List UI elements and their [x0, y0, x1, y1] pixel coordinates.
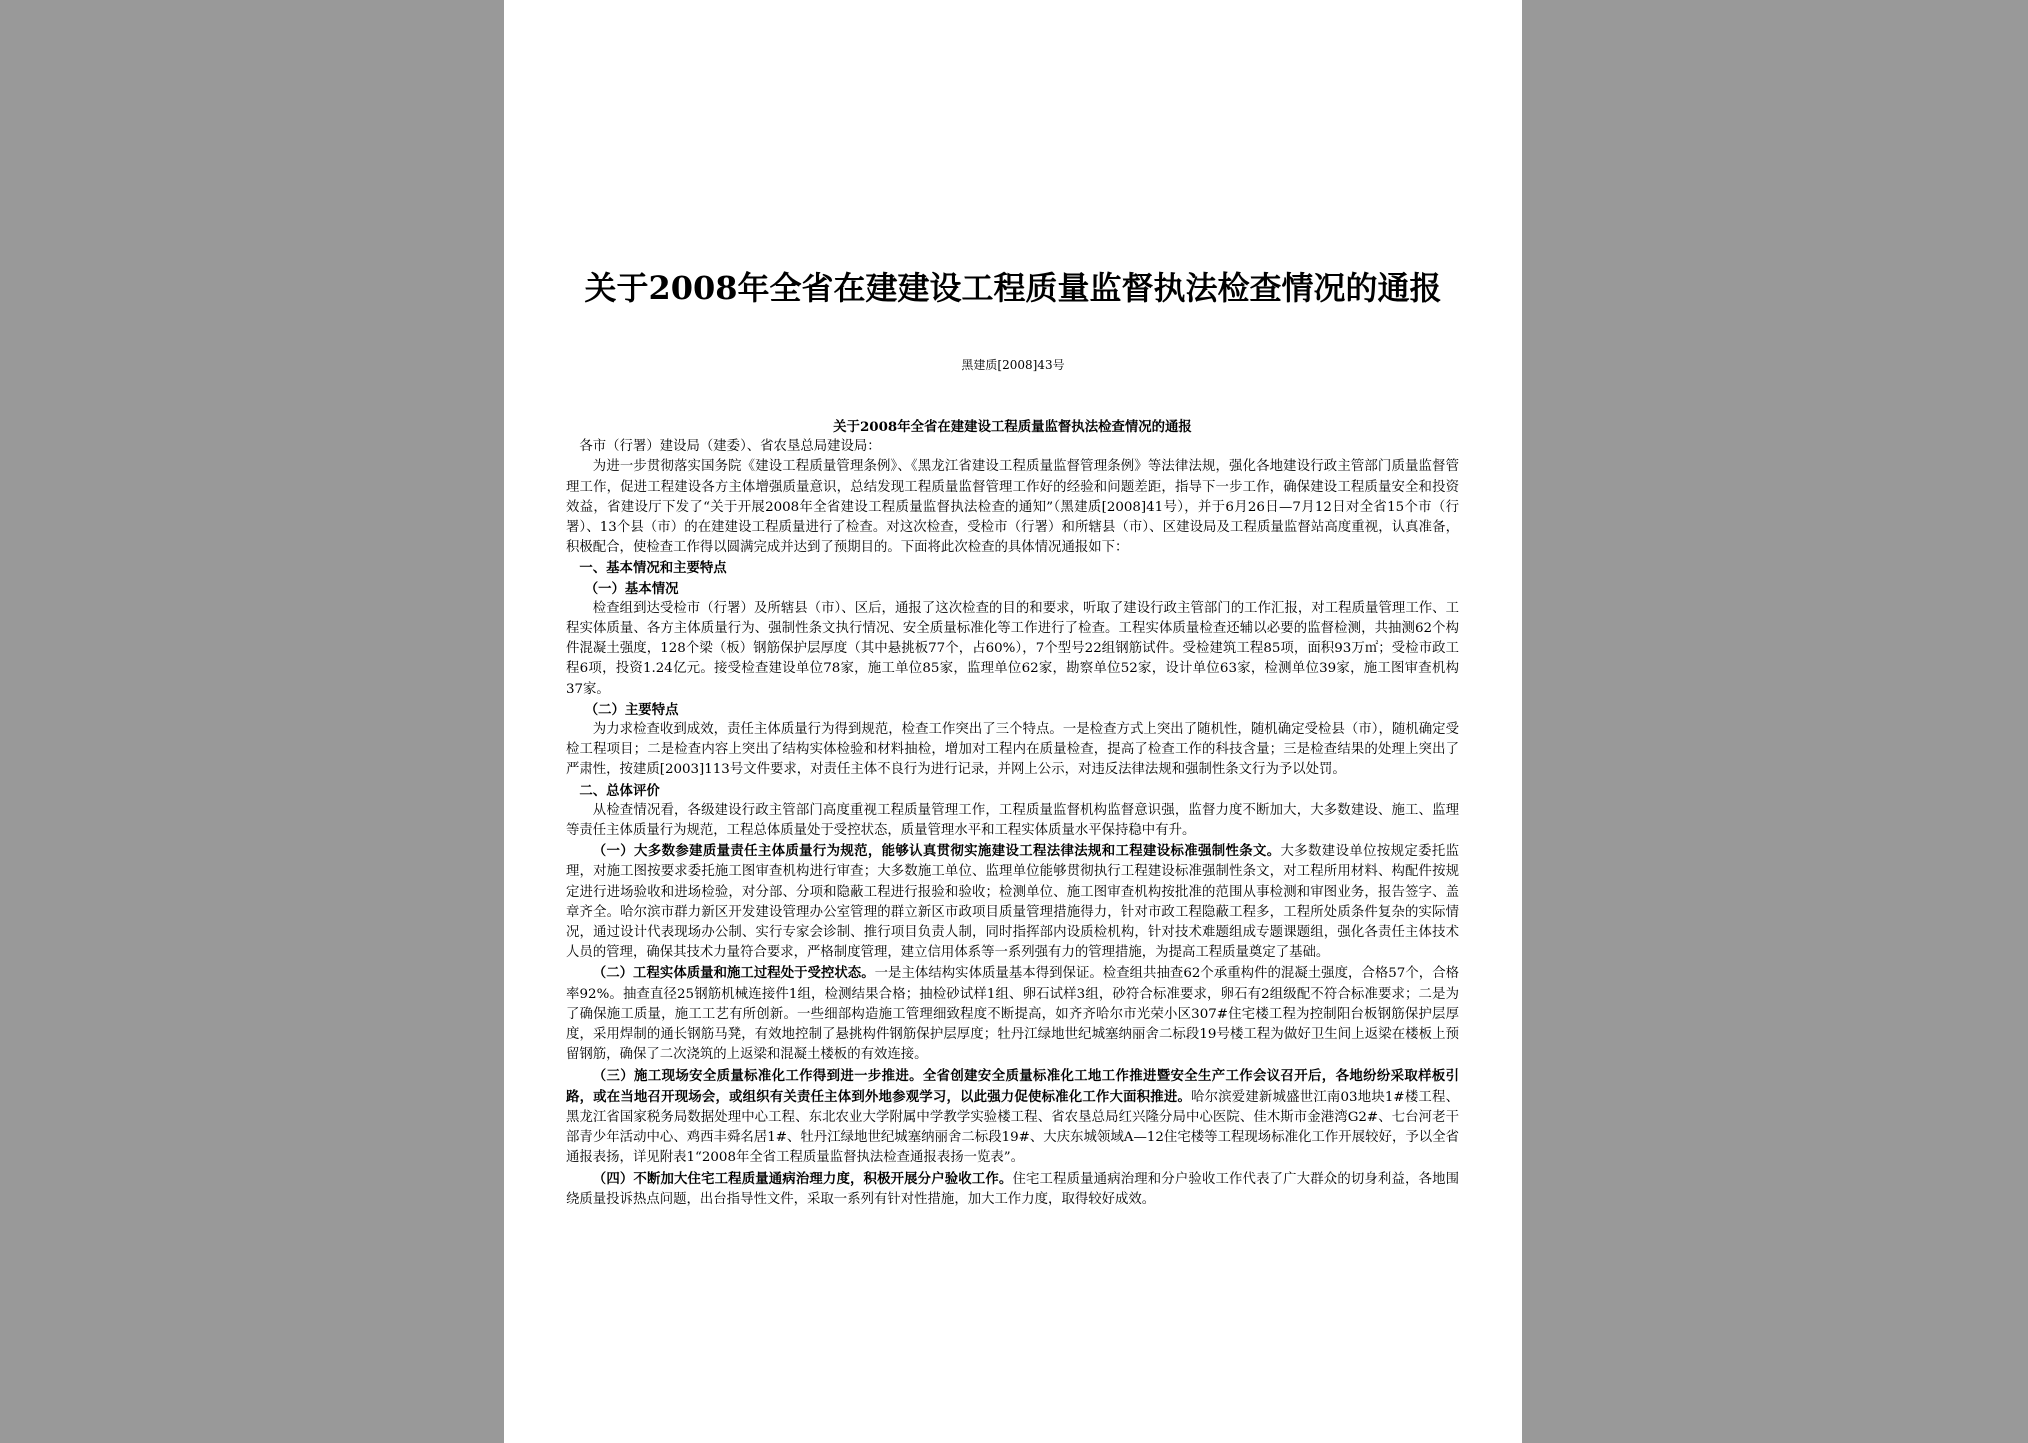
section-2-1-paragraph	[566, 841, 1459, 963]
document-body	[566, 417, 1459, 1210]
section-1-2-paragraph: 为力求检查收到成效，责任主体质量行为得到规范，检查工作突出了三个特点。一是检查方式上突出了随机性，随机确定受检县（市），随机确定受检工程项目；二是检查内容上突出了结构实体检验和材料抽检，增加对工程内在质量检查，提高了检查工作的科技含量；三是检查结果的处理上突出了严肃性，按建质[2003]113号文件要求，对责任主体不良行为进行记录，并网上公示，对违反法律法规和强制性条文行为予以处罚。	[566, 722, 1459, 778]
section-2-2-paragraph	[566, 963, 1459, 1065]
section-2-1-text: 大多数建设单位按规定委托监理，对施工图按要求委托施工图审查机构进行审查；大多数施工单位、监理单位能够贯彻执行工程建设标准强制性条文，对工程所用材料、构配件按规定进行进场验收和进场检验，对分部、分项和隐蔽工程进行报验和验收；检测单位、施工图审查机构按批准的范围从事检测和审图业务，报告签字、盖章齐全。哈尔滨市群力新区开发建设管理办公室管理的群立新区市政项目质量管理措施得力，针对市政工程隐蔽工程多，工程所处质条件复杂的实际情况，通过设计代表现场办公制、实行专家会诊制、推行项目负责人制，同时指挥部内设质检机构，针对技术难题组成专题课题组，强化各责任主体技术人员的管理，确保其技术力量符合要求，严格制度管理，建立信用体系等一系列强有力的管理措施，为提高工程质量奠定了基础。	[566, 844, 1459, 961]
section-2-3-paragraph	[566, 1066, 1459, 1169]
section-2-2-text: 一是主体结构实体质量基本得到保证。检查组共抽查62个承重构件的混凝土强度，合格57个，合格率92%。抽查直径25钢筋机械连接件1组，检测结果合格；抽检砂试样1组、卵石试样3组，砂符合标准要求，卵石有2组级配不符合标准要求；二是为了确保施工质量，施工工艺有所创新。一些细部构造施工管理细致程度不断提高，如齐齐哈尔市光荣小区307#住宅楼工程为控制阳台板钢筋保护层厚度，采用焊制的通长钢筋马凳，有效地控制了悬挑构件钢筋保护层厚度；牡丹江绿地世纪城塞纳丽舍二标段19号楼工程为做好卫生间上返梁在楼板上预留钢筋，确保了二次浇筑的上返梁和混凝土楼板的有效连接。	[566, 966, 1460, 1063]
document-number: 黑建质[2008]43号	[961, 358, 1065, 372]
section-2-3-text: 哈尔滨爱建新城盛世江南03地块1#楼工程、黑龙江省国家税务局数据处理中心工程、东北农业大学附属中学教学实验楼工程、省农垦总局红兴隆分局中心医院、佳木斯市金港湾G2#、七台河老干部青少年活动中心、鸡西丰舜名居1#、牡丹江绿地世纪城塞纳丽舍二标段19#、大庆东城领域A—12住宅楼等工程现场标准化工作开展较好，予以全省通报表扬，详见附表1“2008年全省工程质量监督执法检查通报表扬一览表”。	[566, 1089, 1459, 1166]
section-2-4-lead: （四）不断加大住宅工程质量通病治理力度，积极开展分户验收工作。	[592, 1170, 1013, 1187]
salutation: 各市（行署）建设局（建委）、省农垦总局建设局：	[579, 439, 881, 455]
document-title: 关于2008年全省在建建设工程质量监督执法检查情况的通报	[584, 269, 1442, 307]
section-2-3-lead: （三）施工现场安全质量标准化工作得到进一步推进。全省创建安全质量标准化工地工作推进暨安全生产工作会议召开后，各地纷纷采取样板引路，或在当地召开现场会，或组织有关责任主体到外地参观学习，以此强力促使标准化工作大面积推进。	[566, 1067, 1459, 1105]
document-page	[504, 0, 1522, 1443]
section-2-1-lead: （一）大多数参建质量责任主体质量行为规范，能够认真贯彻实施建设工程法律法规和工程建设标准强制性条文。	[592, 843, 1281, 860]
section-2-2-lead: （二）工程实体质量和施工过程处于受控状态。	[592, 965, 875, 982]
section-1-2-heading: （二）主要特点	[584, 701, 679, 718]
section-2-heading: 二、总体评价	[579, 782, 660, 799]
section-2-4-paragraph	[566, 1169, 1459, 1210]
section-2-4-text: 住宅工程质量通病治理和分户验收工作代表了广大群众的切身利益，各地围绕质量投诉热点问题，出台指导性文件，采取一系列有针对性措施，加大工作力度，取得较好成效。	[566, 1171, 1460, 1207]
section-1-heading: 一、基本情况和主要特点	[579, 560, 727, 577]
intro-paragraph: 为进一步贯彻落实国务院《建设工程质量管理条例》、《黑龙江省建设工程质量监督管理条例》等法律法规，强化各地建设行政主管部门质量监督管理工作，促进工程建设各方主体增强质量意识，总结发现工程质量监督管理工作好的经验和问题差距，指导下一步工作，确保建设工程质量安全和投资效益，省建设厅下发了“关于开展2008年全省建设工程质量监督执法检查的通知”（黑建质[2008]41号），并于6月26日—7月12日对全省15个市（行署）、13个县（市）的在建建设工程质量进行了检查。对这次检查，受检市（行署）和所辖县（市）、区建设局及工程质量监督站高度重视，认真准备，积极配合，使检查工作得以圆满完成并达到了预期目的。下面将此次检查的具体情况通报如下：	[566, 459, 1459, 556]
document-subtitle: 关于2008年全省在建建设工程质量监督执法检查情况的通报	[833, 419, 1192, 435]
section-2-paragraph: 从检查情况看，各级建设行政主管部门高度重视工程质量管理工作，工程质量监督机构监督意识强，监督力度不断加大，大多数建设、施工、监理等责任主体质量行为规范，工程总体质量处于受控状态，质量管理水平和工程实体质量水平保持稳中有升。	[566, 802, 1459, 839]
section-1-1-paragraph: 检查组到达受检市（行署）及所辖县（市）、区后，通报了这次检查的目的和要求，听取了建设行政主管部门的工作汇报，对工程质量管理工作、工程实体质量、各方主体质量行为、强制性条文执行情况、安全质量标准化等工作进行了检查。工程实体质量检查还辅以必要的监督检测，共抽测62个构件混凝土强度，128个梁（板）钢筋保护层厚度（其中悬挑板77个，占60%），7个型号22组钢筋试件。受检建筑工程85项，面积93万㎡；受检市政工程6项，投资1.24亿元。接受检查建设单位78家，施工单位85家，监理单位62家，勘察单位52家，设计单位63家，检测单位39家，施工图审查机构37家。	[566, 600, 1459, 697]
section-1-1-heading: （一）基本情况	[584, 580, 679, 597]
